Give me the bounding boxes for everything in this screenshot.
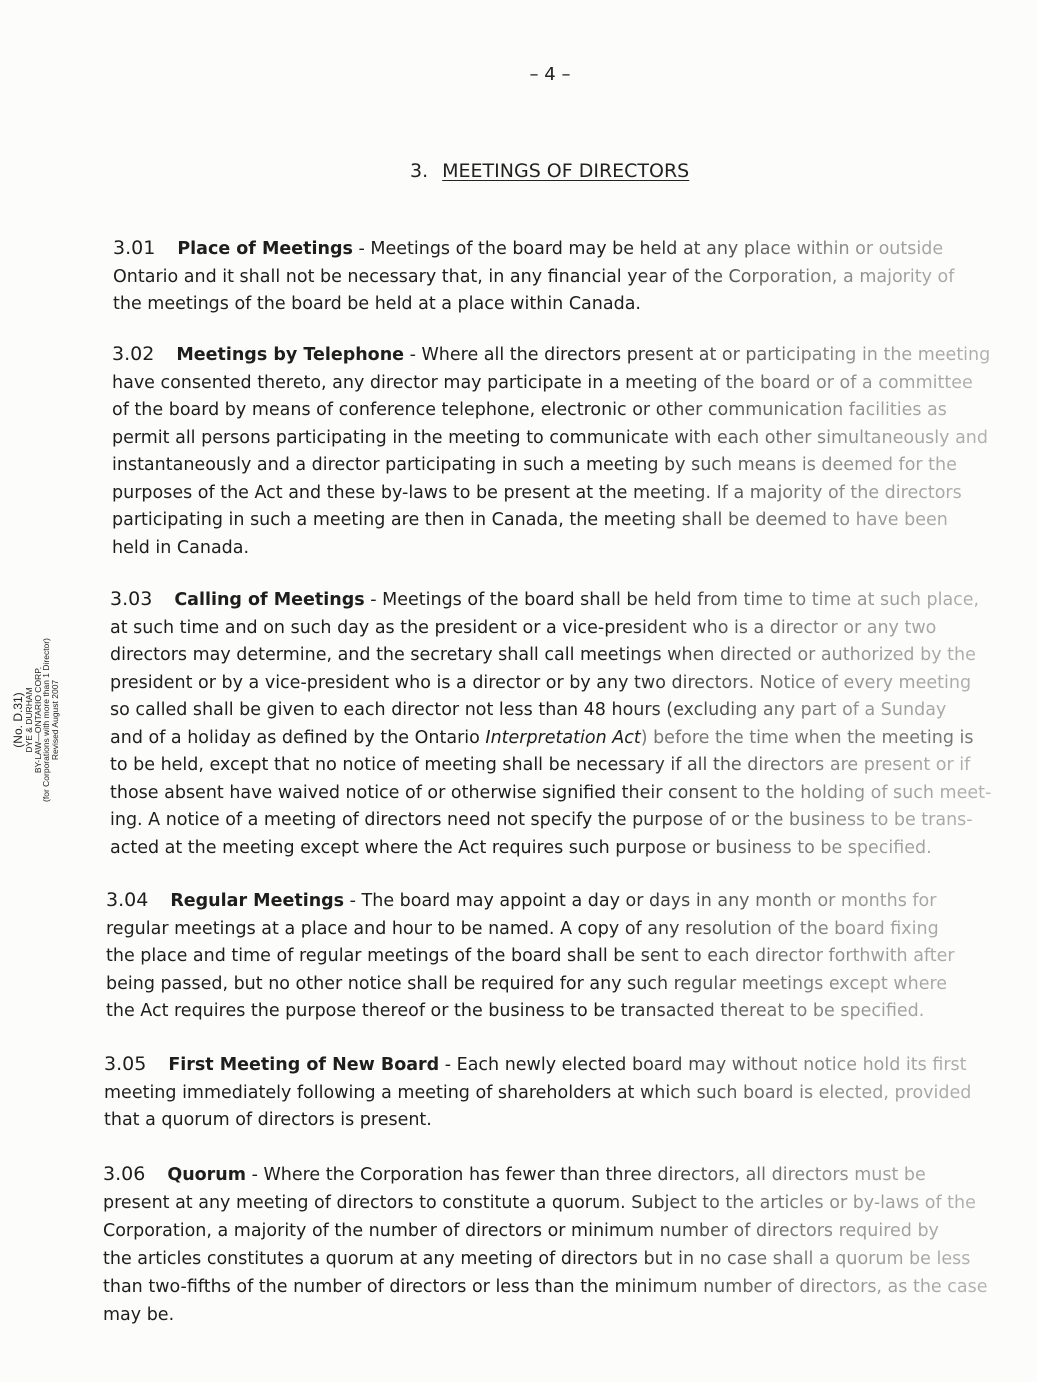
text-line: at such time and on such day as the president or a vice-president who is a director or any two	[110, 615, 1010, 643]
form-scope: (for Corporations with more than 1 Director)	[41, 638, 52, 802]
italic-reference: Interpretation Act	[485, 727, 641, 748]
section-3-04	[106, 887, 1006, 1026]
text-line: the meetings of the board be held at a place within Canada.	[113, 294, 641, 314]
text-line: present at any meeting of directors to constitute a quorum. Subject to the articles or by-laws of the	[103, 1189, 1003, 1217]
text-line: acted at the meeting except where the Act requires such purpose or business to be specified.	[110, 835, 1010, 863]
section-number: 3.04	[106, 889, 149, 911]
section-title	[410, 160, 689, 182]
text-line: held in Canada.	[112, 537, 250, 558]
text-line: than two-fifths of the number of directors or less than the minimum number of directors, as the case	[103, 1273, 1003, 1301]
text-line: - The board may appoint a day or days in any month or months for	[344, 891, 937, 911]
text-line: - Each newly elected board may without notice hold its first	[439, 1055, 967, 1075]
text-line: have consented thereto, any director may participate in a meeting of the board or of a committee	[112, 370, 1012, 398]
text-line: of the board by means of conference telephone, electronic or other communication facilities as	[112, 397, 1012, 425]
text-line: instantaneously and a director participating in such a meeting by such means is deemed for the	[112, 452, 1012, 480]
publisher: DYE & DURHAM	[23, 687, 34, 753]
form-number: (No. D.31)	[10, 692, 25, 748]
text-line: - Where the Corporation has fewer than three directors, all directors must be	[246, 1165, 926, 1185]
section-number: 3.03	[110, 588, 153, 610]
text-line: regular meetings at a place and hour to be named. A copy of any resolution of the board fixing	[106, 916, 1006, 944]
revision-date: Revised August 2007	[50, 679, 61, 761]
section-heading: Quorum	[167, 1165, 246, 1185]
section-heading: Place of Meetings	[177, 239, 353, 259]
form-title: BY-LAW—ONTARIO CORP.	[32, 666, 43, 774]
text-line: the place and time of regular meetings of the board shall be sent to each director forthwith after	[106, 943, 1006, 971]
section-heading: Regular Meetings	[170, 891, 345, 911]
section-title-number: 3.	[410, 160, 429, 182]
text-line: to be held, except that no notice of meeting shall be necessary if all the directors are present or if	[110, 752, 1010, 780]
text-line: permit all persons participating in the meeting to communicate with each other simultaneously and	[112, 425, 1012, 453]
text-line: - Meetings of the board may be held at any place within or outside	[352, 239, 944, 259]
section-number: 3.05	[104, 1053, 147, 1075]
text-line: that a quorum of directors is present.	[104, 1110, 432, 1130]
text-line: directors may determine, and the secretary shall call meetings when directed or authorized by the	[110, 642, 1010, 670]
text-line: Ontario and it shall not be necessary that, in any financial year of the Corporation, a majority of	[113, 264, 1013, 292]
section-3-02	[112, 341, 1012, 562]
section-3-01	[113, 235, 1013, 319]
text-segment: ) before the time when the meeting is	[640, 727, 974, 748]
text-line: those absent have waived notice of or otherwise signified their consent to the holding of such meet-	[110, 780, 1010, 808]
section-number: 3.02	[112, 343, 155, 365]
text-line: being passed, but no other notice shall be required for any such regular meetings except where	[106, 971, 1006, 999]
text-line: may be.	[103, 1305, 175, 1325]
section-heading: Calling of Meetings	[174, 590, 365, 610]
page-number: – 4 –	[529, 64, 571, 85]
text-line: purposes of the Act and these by-laws to be present at the meeting. If a majority of the directors	[112, 480, 1012, 508]
text-line: the Act requires the purpose thereof or the business to be transacted thereat to be specified.	[106, 998, 1006, 1026]
text-line: so called shall be given to each director not less than 48 hours (excluding any part of a Sunday	[110, 697, 1010, 725]
side-label	[12, 630, 60, 810]
text-line: participating in such a meeting are then in Canada, the meeting shall be deemed to have been	[112, 507, 1012, 535]
text-segment: and of a holiday as defined by the Ontario	[110, 727, 486, 748]
section-3-03	[110, 586, 1010, 862]
text-line: - Meetings of the board shall be held from time to time at such place,	[364, 590, 980, 610]
text-line: meeting immediately following a meeting of shareholders at which such board is elected, provided	[104, 1080, 1004, 1108]
section-3-06	[103, 1160, 1003, 1329]
text-line	[110, 725, 1010, 753]
section-3-05	[104, 1051, 1004, 1135]
section-number: 3.06	[103, 1163, 146, 1185]
section-heading: First Meeting of New Board	[168, 1055, 440, 1075]
text-line: ing. A notice of a meeting of directors need not specify the purpose of or the business to be trans-	[110, 807, 1010, 835]
section-heading: Meetings by Telephone	[176, 345, 405, 365]
text-line: president or by a vice-president who is a director or by any two directors. Notice of every meeting	[110, 670, 1010, 698]
text-line: - Where all the directors present at or participating in the meeting	[404, 345, 991, 365]
section-title-text: MEETINGS OF DIRECTORS	[442, 160, 690, 182]
text-line: the articles constitutes a quorum at any meeting of directors but in no case shall a quorum be less	[103, 1245, 1003, 1273]
text-line: Corporation, a majority of the number of directors or minimum number of directors required by	[103, 1217, 1003, 1245]
section-number: 3.01	[113, 237, 156, 259]
